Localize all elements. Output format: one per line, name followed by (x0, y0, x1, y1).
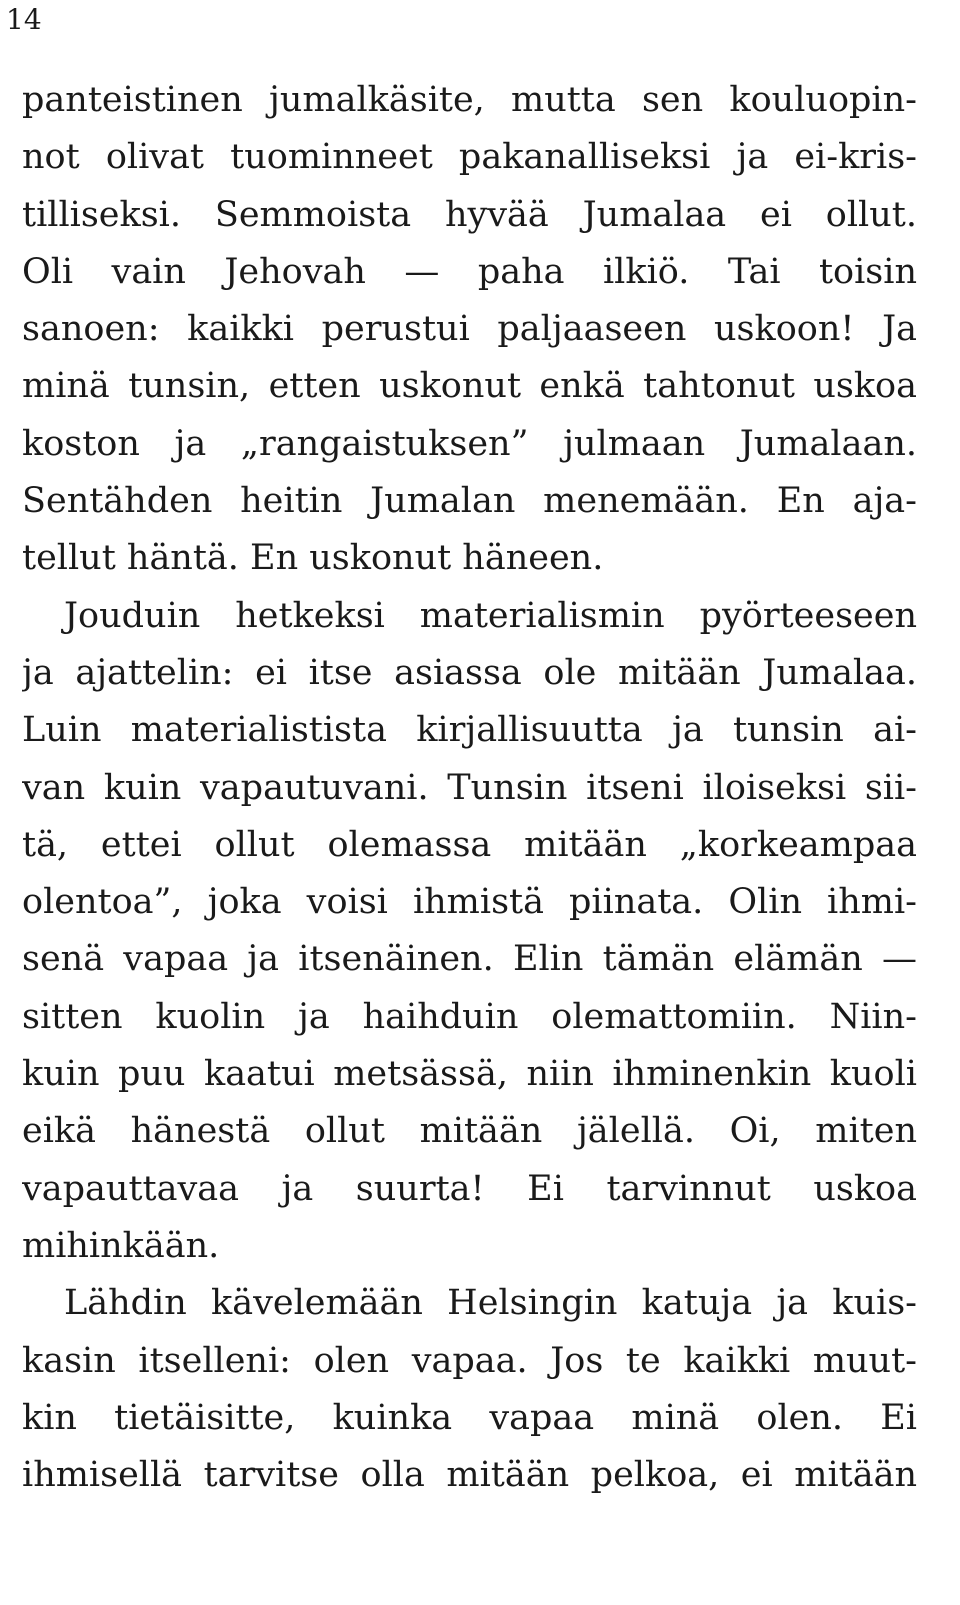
text-line: Lähdin kävelemään Helsingin katuja ja kuis- (64, 1283, 917, 1324)
text-line: Sentähden heitin Jumalan menemään. En aja- (22, 481, 917, 522)
text-line: senä vapaa ja itsenäinen. Elin tämän elämän — (22, 939, 917, 980)
text-line: vapauttavaa ja suurta! Ei tarvinnut uskoa (22, 1168, 917, 1209)
text-line: Oli vain Jehovah — paha ilkiö. Tai toisin (22, 251, 917, 292)
text-line: sitten kuolin ja haihduin olemattomiin. Niin- (22, 996, 917, 1037)
text-line: tilliseksi. Semmoista hyvää Jumalaa ei ollut. (22, 194, 917, 235)
text-line: kasin itselleni: olen vapaa. Jos te kaikki muut- (22, 1340, 917, 1381)
text-line: eikä hänestä ollut mitään jälellä. Oi, miten (22, 1111, 917, 1152)
text-line: ihmisellä tarvitse olla mitään pelkoa, ei mitään (22, 1455, 917, 1496)
body-text (22, 72, 917, 1504)
text-line: sanoen: kaikki perustui paljaaseen uskoon! Ja (22, 309, 917, 350)
text-line: Jouduin hetkeksi materialismin pyörteeseen (64, 595, 917, 636)
text-line: van kuin vapautuvani. Tunsin itseni iloiseksi sii- (22, 767, 917, 808)
text-line: koston ja „rangaistuksen” julmaan Jumalaan. (22, 423, 917, 464)
text-line: not olivat tuominneet pakanalliseksi ja ei-kris- (22, 137, 917, 178)
text-line: ja ajattelin: ei itse asiassa ole mitään Jumalaa. (22, 652, 917, 693)
text-line: mihinkään. (22, 1225, 220, 1266)
text-line: panteistinen jumalkäsite, mutta sen kouluopin- (22, 80, 917, 120)
page-number: 14 (6, 3, 42, 36)
text-line: Luin materialistista kirjallisuutta ja tunsin ai- (22, 710, 917, 751)
text-line: tä, ettei ollut olemassa mitään „korkeampaa (22, 824, 917, 865)
text-line: tellut häntä. En uskonut häneen. (22, 538, 604, 579)
text-line: kuin puu kaatui metsässä, niin ihminenkin kuoli (22, 1054, 917, 1095)
text-line: minä tunsin, etten uskonut enkä tahtonut uskoa (22, 366, 917, 407)
text-line: kin tietäisitte, kuinka vapaa minä olen. Ei (22, 1397, 917, 1438)
text-line: olentoa”, joka voisi ihmistä piinata. Olin ihmi- (22, 882, 917, 923)
